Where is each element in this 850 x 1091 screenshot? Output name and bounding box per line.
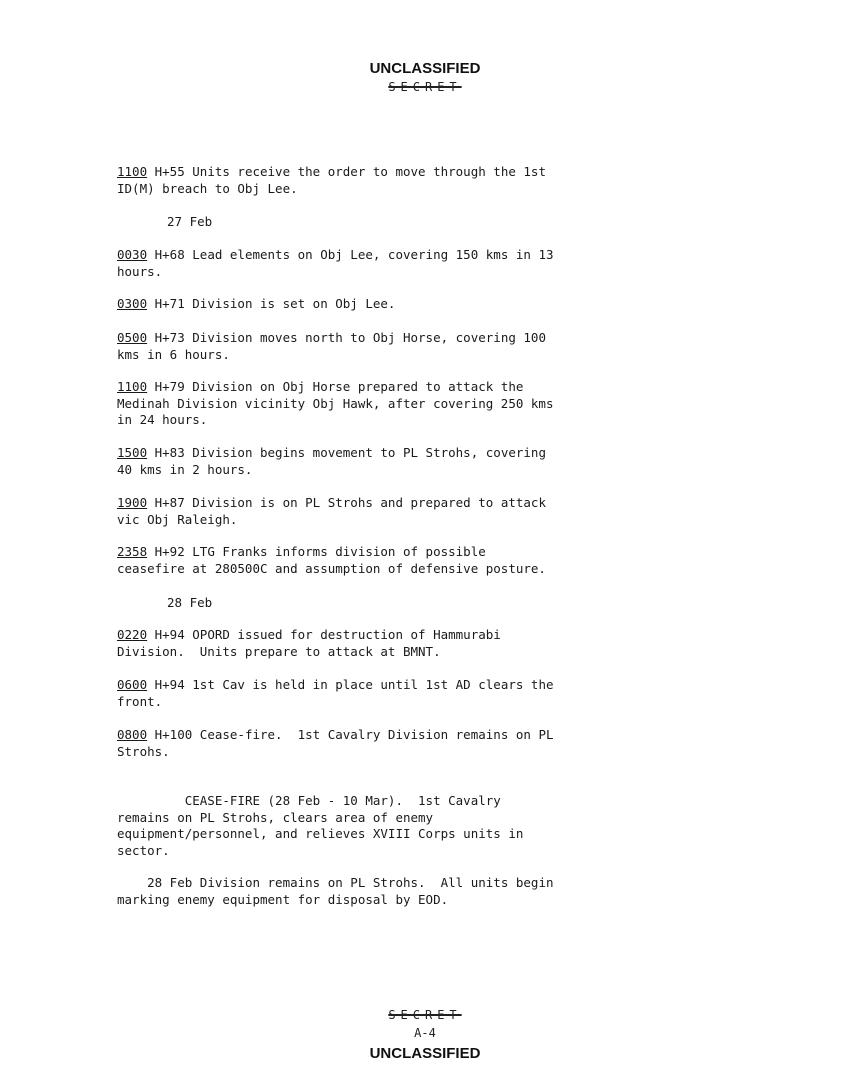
entry-time: 1500 [117, 445, 148, 460]
entry-text: H+71 Division is set on Obj Lee. [147, 296, 396, 311]
footer-secret-text: SECRET [388, 1008, 462, 1022]
entry-text: H+79 Division on Obj Horse prepared to attack the Medinah Division vicinity Obj Hawk, after covering 250 kms in 24 hours. [117, 379, 554, 427]
entry-time: 0300 [117, 296, 148, 311]
entry-8 [117, 544, 717, 577]
entry-text: H+68 Lead elements on Obj Lee, covering 150 kms in 13 hours. [117, 247, 554, 279]
footer-classification: UNCLASSIFIED [369, 1045, 481, 1062]
entry-text: H+94 OPORD issued for destruction of Hammurabi Division. Units prepare to attack at BMNT. [117, 627, 501, 659]
entry-10 [117, 677, 717, 710]
entry-text: H+73 Division moves north to Obj Horse, covering 100 kms in 6 hours. [117, 330, 546, 362]
date-heading-28-feb: 28 Feb [167, 595, 213, 610]
entry-text: H+92 LTG Franks informs division of possible ceasefire at 280500C and assumption of defensive posture. [117, 544, 546, 576]
entry-11 [117, 727, 717, 760]
final-paragraph: 28 Feb Division remains on PL Strohs. All units begin marking enemy equipment for disposal by EOD. [117, 875, 554, 907]
header-classification: UNCLASSIFIED [369, 60, 481, 77]
entry-time: 0500 [117, 330, 148, 345]
ceasefire-paragraph: CEASE-FIRE (28 Feb - 10 Mar). 1st Cavalry remains on PL Strohs, clears area of enemy equipment/personnel, and relieves XVIII Corps units in sector. [117, 793, 524, 858]
entry-1 [117, 164, 717, 197]
entry-time: 0220 [117, 627, 148, 642]
entry-text: H+87 Division is on PL Strohs and prepared to attack vic Obj Raleigh. [117, 495, 546, 527]
entry-time: 0600 [117, 677, 148, 692]
entry-text: H+55 Units receive the order to move through the 1st ID(M) breach to Obj Lee. [117, 164, 546, 196]
entry-time: 0800 [117, 727, 148, 742]
entry-text: H+100 Cease-fire. 1st Cavalry Division remains on PL Strohs. [117, 727, 554, 759]
page-number: A-4 [414, 1026, 436, 1040]
entry-2 [117, 247, 717, 280]
entry-5 [117, 379, 717, 429]
entry-9 [117, 627, 717, 660]
entry-4 [117, 330, 717, 363]
entry-time: 1100 [117, 164, 148, 179]
entry-text: H+94 1st Cav is held in place until 1st AD clears the front. [117, 677, 554, 709]
header-secret-mark [0, 80, 850, 94]
entry-6 [117, 445, 717, 478]
entry-time: 2358 [117, 544, 148, 559]
entry-time: 1900 [117, 495, 148, 510]
footer-secret-mark [0, 1008, 850, 1022]
entry-time: 1100 [117, 379, 148, 394]
entry-time: 0030 [117, 247, 148, 262]
entry-7 [117, 495, 717, 528]
entry-3 [117, 296, 717, 313]
date-heading-27-feb: 27 Feb [167, 214, 213, 229]
header-secret-text: SECRET [388, 80, 462, 94]
entry-text: H+83 Division begins movement to PL Strohs, covering 40 kms in 2 hours. [117, 445, 546, 477]
